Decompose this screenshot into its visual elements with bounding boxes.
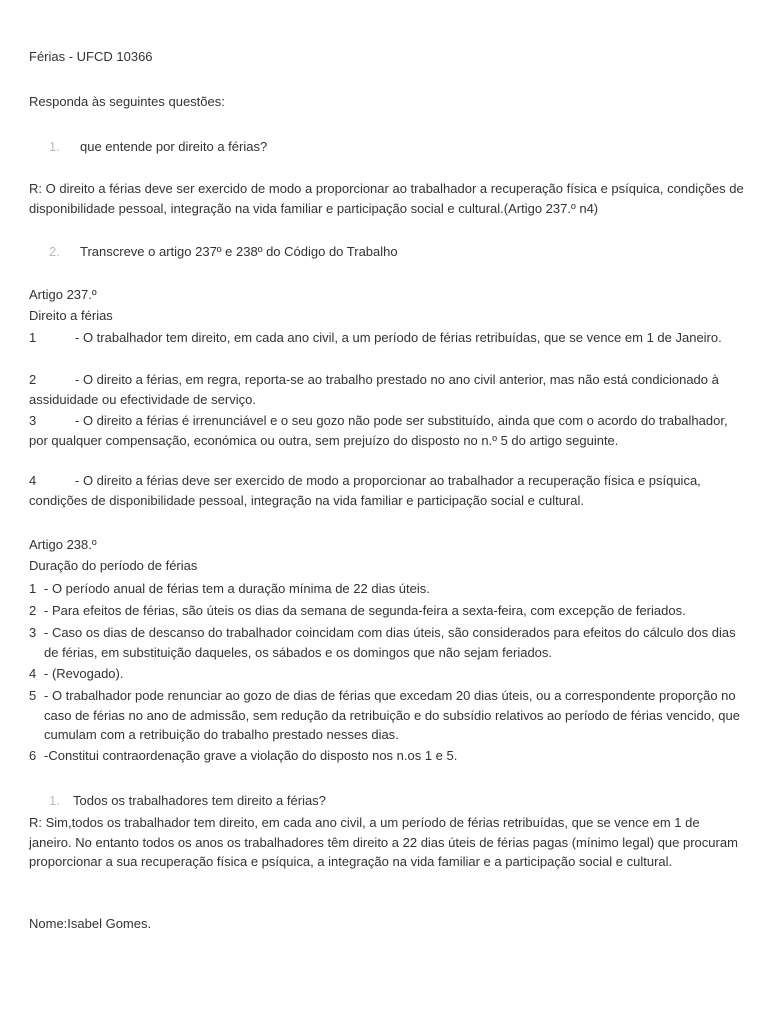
article-237-item-number: 1	[29, 330, 37, 345]
article-238-item	[29, 579, 749, 599]
question-3-number: 1.	[49, 793, 60, 808]
article-237-item-text: - O trabalhador tem direito, em cada ano civil, a um período de férias retribuídas, que se vence em 1 de Janeiro.	[75, 330, 722, 345]
article-238-item-text: - Para efeitos de férias, são úteis os dias da semana de segunda-feira a sexta-feira, com excepção de feriados.	[44, 603, 686, 618]
article-238-item-text: -Constitui contraordenação grave a violação do disposto nos n.os 1 e 5.	[44, 748, 458, 763]
document-title: Férias - UFCD 10366	[29, 49, 153, 64]
answer-3: R: Sim,todos os trabalhador tem direito, em cada ano civil, a um período de férias retribuídas, que se vence em 1 de janeiro. No entanto todos os anos os trabalhadores têm direito a 22 dias úteis de férias pagas (mínimo legal) que procuram proporcionar a sua recuperação física e psíquica, a integração na vida familiar e a participação social e cultural.	[29, 815, 738, 869]
article-237-item	[29, 328, 749, 348]
question-2-number: 2.	[49, 244, 60, 259]
article-237-item	[29, 471, 749, 510]
article-238-item	[29, 623, 749, 662]
article-237-subheading: Direito a férias	[29, 308, 113, 323]
article-238-item	[29, 664, 749, 684]
article-237-item-number: 4	[29, 473, 37, 488]
intro-text: Responda às seguintes questões:	[29, 94, 225, 109]
article-238-item	[29, 601, 749, 621]
question-3-text: Todos os trabalhadores tem direito a férias?	[73, 793, 326, 808]
article-237-item	[29, 370, 749, 409]
article-238-item-text: - O período anual de férias tem a duração mínima de 22 dias úteis.	[44, 581, 430, 596]
article-238-item-number: 4	[29, 666, 37, 681]
article-237-item-text: - O direito a férias deve ser exercido de modo a proporcionar ao trabalhador a recuperação física e psíquica, condições de disponibilidade pessoal, integração na vida familiar e participação social e cultural.	[29, 473, 701, 508]
answer-1: R: O direito a férias deve ser exercido de modo a proporcionar ao trabalhador a recuperação física e psíquica, condições de disponibilidade pessoal, integração na vida familiar e participação social e cultural.(Artigo 237.º n4)	[29, 181, 744, 216]
article-237-heading: Artigo 237.º	[29, 287, 97, 302]
article-238-item-number: 1	[29, 581, 37, 596]
article-237-item-text: - O direito a férias é irrenunciável e o seu gozo não pode ser substituído, ainda que com o acordo do trabalhador, por qualquer compensação, económica ou outra, sem prejuízo do disposto no n.º 5 do artigo seguinte.	[29, 413, 728, 448]
article-238-item-text: - O trabalhador pode renunciar ao gozo de dias de férias que excedam 20 dias úteis, ou a correspondente proporção no caso de férias no ano de admissão, sem redução da retribuição e do subsídio relativos ao período de férias vencido, que cumulam com a retribuição do trabalho prestado nesses dias.	[44, 688, 740, 742]
article-237-item-number: 3	[29, 413, 37, 428]
article-237-item-number: 2	[29, 372, 37, 387]
article-237-item-text: - O direito a férias, em regra, reporta-se ao trabalho prestado no ano civil anterior, mas não está condicionado à assiduidade ou efectividade de serviço.	[29, 372, 719, 407]
question-1-text: que entende por direito a férias?	[80, 139, 268, 154]
article-238-item-text: - (Revogado).	[44, 666, 124, 681]
article-238-item-text: - Caso os dias de descanso do trabalhador coincidam com dias úteis, são considerados para efeitos do cálculo dos dias de férias, em substituição daqueles, os sábados e os domingos que não sejam feriados.	[44, 625, 736, 660]
article-238-item	[29, 686, 749, 745]
article-238-subheading: Duração do período de férias	[29, 558, 198, 573]
article-238-item-number: 3	[29, 625, 37, 640]
signature: Nome:Isabel Gomes.	[29, 916, 152, 931]
question-1-number: 1.	[49, 139, 60, 154]
article-238-item-number: 5	[29, 688, 37, 703]
article-238-item-number: 2	[29, 603, 37, 618]
article-238-heading: Artigo 238.º	[29, 537, 97, 552]
article-237-item	[29, 411, 749, 450]
article-238-item-number: 6	[29, 748, 37, 763]
question-2-text: Transcreve o artigo 237º e 238º do Código do Trabalho	[80, 244, 398, 259]
article-238-item	[29, 746, 749, 766]
